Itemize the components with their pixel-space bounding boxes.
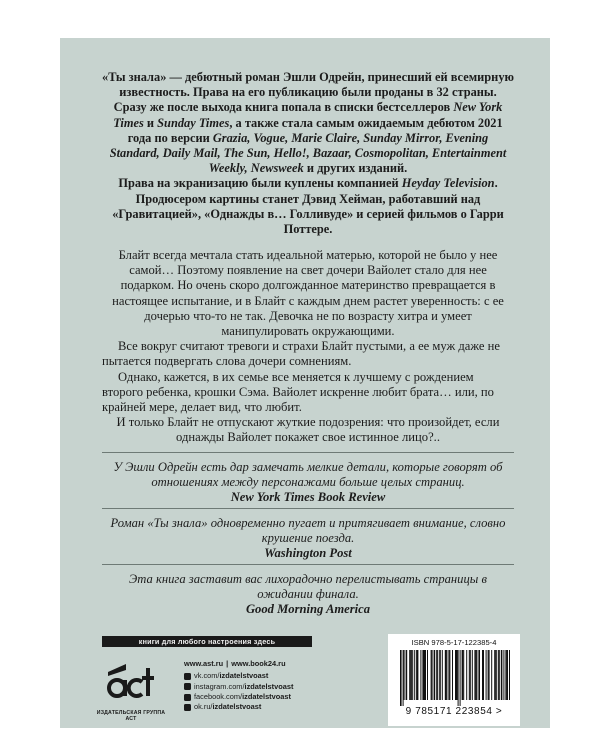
facebook-icon (184, 694, 191, 701)
ast-logo-icon (104, 658, 156, 706)
divider-2 (102, 508, 514, 509)
back-cover (60, 38, 550, 728)
ast-site-link[interactable]: www.ast.ru (184, 659, 224, 668)
barcode-icon (396, 650, 512, 706)
book24-site-link[interactable]: www.book24.ru (231, 659, 286, 668)
barcode-panel (388, 634, 520, 726)
blurb-paragraph-3: Однако, кажется, в их семье все меняется к лучшему с рождением второго ребенка, крошки Сэма. Вайолет искренне любит брата… или, по крайней мере, делает вид, что любит. (102, 369, 494, 415)
review-quote-3 (102, 572, 514, 618)
barcode-digits: 9 785171 223854 > (405, 706, 503, 717)
publisher-name: ИЗДАТЕЛЬСКАЯ ГРУППА АСТ (96, 710, 166, 722)
instagram-icon (184, 683, 191, 690)
blurb-paragraph-1: Блайт всегда мечтала стать идеальной матерью, которой не было у нее самой… Поэтому появление на свет дочери Вайолет стало для нее подарком. Но очень скоро долгожданное материнство превращается в настоящее испытание, и в Блайт с каждым днем растет уверенность: с ее дочерью что-то не так. Девочка не по возрасту хитра и умеет манипулировать окружающими. (112, 248, 504, 339)
websites-line: www.ast.ru | www.book24.ru (184, 659, 286, 668)
odnoklassniki-icon (184, 704, 191, 711)
blurb-block (102, 248, 514, 446)
publisher-links (184, 659, 324, 712)
social-link-vk[interactable]: vk.com/izdatelstvoast (184, 671, 324, 681)
review-quote-text: Эта книга заставит вас лихорадочно перелистывать страницы в ожидании финала. (129, 572, 487, 602)
divider-1 (102, 452, 514, 453)
social-link-instagram[interactable]: instagram.com/izdatelstvoast (184, 682, 324, 692)
vk-icon (184, 673, 191, 680)
publisher-tagline: книги для любого настроения здесь (102, 636, 312, 647)
blurb-paragraph-4: И только Блайт не отпускают жуткие подозрения: что произойдет, если однажды Вайолет покажет свое истинное лицо?.. (116, 415, 500, 445)
annotation-block (102, 70, 514, 237)
social-link-odnoklassniki[interactable]: ok.ru/izdatelstvoast (184, 702, 324, 712)
review-quote-text: Роман «Ты знала» одновременно пугает и притягивает внимание, словно крушение поезда. (110, 516, 506, 546)
divider-3 (102, 564, 514, 565)
isbn-number: ISBN 978-5-17-122385-4 (411, 638, 497, 647)
review-quote-text: У Эшли Одрейн есть дар замечать мелкие детали, которые говорят об отношениях между персонажами больше целых страниц. (113, 460, 503, 490)
review-quote-1 (102, 460, 514, 506)
review-quote-source: Washington Post (264, 546, 352, 561)
social-link-facebook[interactable]: facebook.com/izdatelstvoast (184, 692, 324, 702)
blurb-paragraph-2: Все вокруг считают тревоги и страхи Блайт пустыми, а ее муж даже не пытается подвергать слова дочери сомнениям. (102, 339, 500, 369)
review-quote-source: Good Morning America (245, 602, 371, 617)
annotation-paragraph-2: Права на экранизацию были куплены компанией Heyday Television. Продюсером картины станет Дэвид Хейман, работавший над «Гравитацией», «Однажды в… Голливуде» и серией фильмов о Гарри Поттере. (112, 176, 504, 237)
review-quote-2 (102, 516, 514, 562)
annotation-paragraph-1: «Ты знала» — дебютный роман Эшли Одрейн, принесший ей всемирную известность. Права на его публикацию были проданы в 32 страны. Сразу же после выхода книга попала в списки бестселлеров New York Times и Sunday Times, а также стала самым ожидаемым дебютом 2021 года по версии Grazia, Vogue, Marie Claire, Sunday Mirror, Evening Standard, Daily Mail, The Sun, Hello!, Bazaar, Cosmopolitan, Entertainment Weekly, Newsweek и других изданий. (102, 70, 514, 176)
review-quote-source: New York Times Book Review (230, 490, 386, 505)
